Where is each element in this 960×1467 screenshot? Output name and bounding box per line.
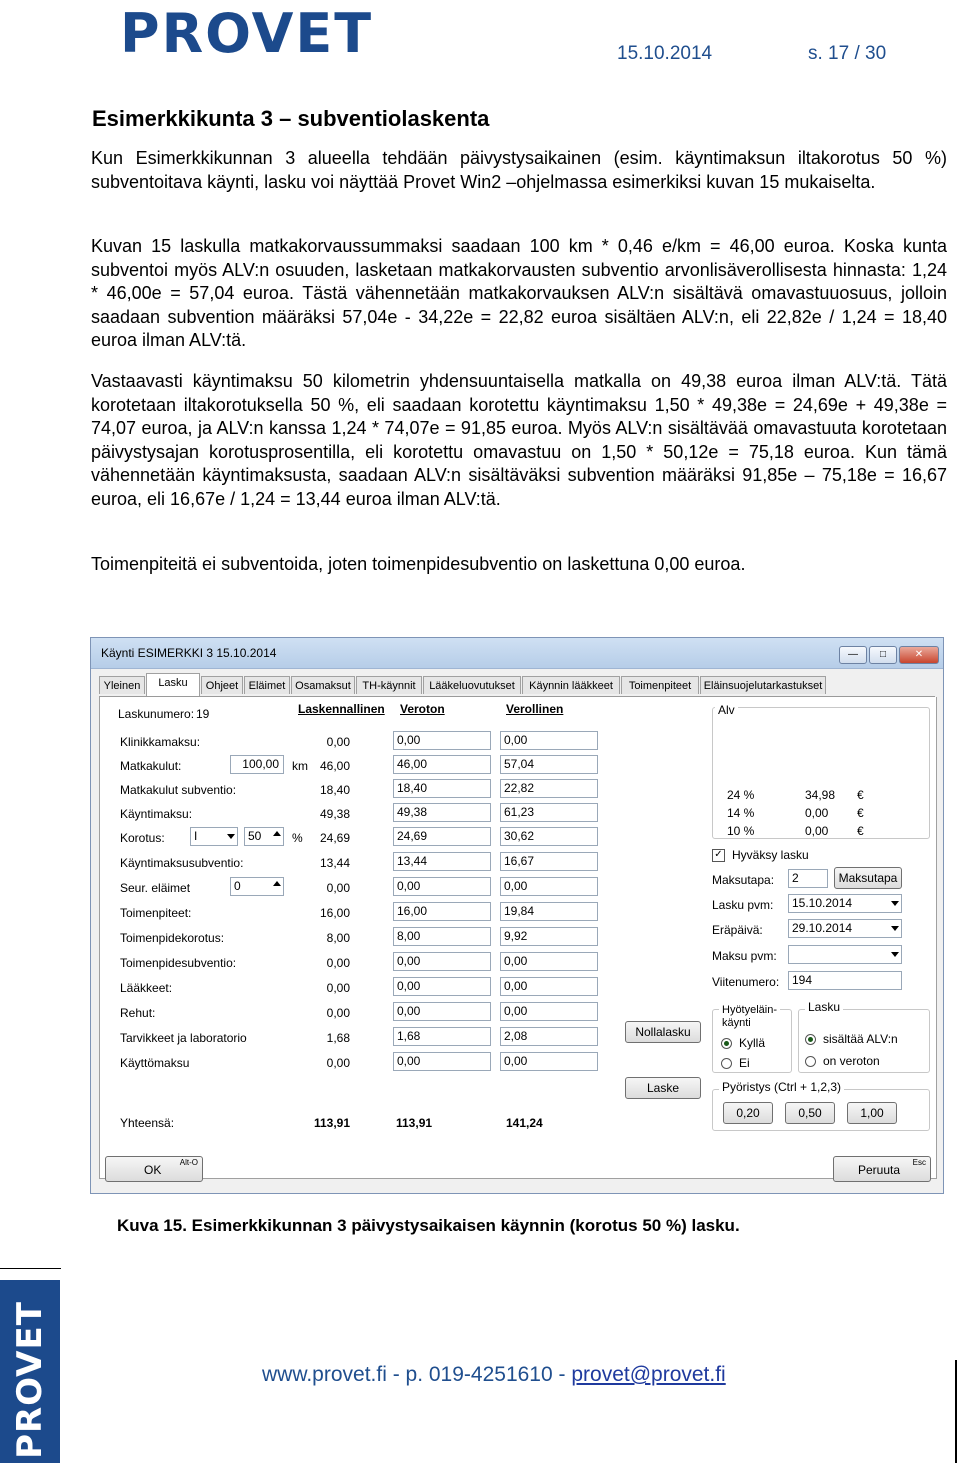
footer-right-rule [955, 1360, 957, 1463]
row-calculated: 18,40 [319, 783, 350, 797]
row-calculated: 46,00 [319, 759, 350, 773]
production-animal-title: Hyötyeläin- käynti [719, 1004, 780, 1030]
invoice-number-label: Laskunumero: [118, 707, 195, 721]
tab-lasku[interactable]: Lasku [146, 673, 200, 696]
row-net-field[interactable]: 8,00 [393, 927, 491, 946]
invoice-window [90, 637, 944, 1194]
window-titlebar [91, 638, 943, 669]
row-label: Lääkkeet: [120, 981, 173, 995]
provet-logo: PROVET [120, 2, 374, 65]
row-label: Käyntimaksusubventio: [120, 856, 244, 870]
row-net-field[interactable]: 0,00 [393, 731, 491, 750]
rounding-title: Pyöristys (Ctrl + 1,2,3) [719, 1081, 844, 1094]
production-yes-label: Kyllä [739, 1036, 766, 1050]
row-net-field[interactable]: 0,00 [393, 1002, 491, 1021]
row-calculated: 49,38 [319, 807, 350, 821]
row-calculated: 16,00 [319, 906, 350, 920]
row-calculated: 0,00 [326, 881, 350, 895]
invoice-vat-title: Lasku [805, 1001, 843, 1014]
production-no-label: Ei [739, 1056, 750, 1070]
row-gross-field[interactable]: 16,67 [500, 852, 598, 871]
row-gross-field[interactable]: 0,00 [500, 1052, 598, 1071]
row-gross-field[interactable]: 22,82 [500, 779, 598, 798]
tab-th-kaynnit[interactable]: TH-käynnit [356, 676, 422, 694]
row-calculated: 24,69 [319, 831, 350, 845]
tab-ohjeet[interactable]: Ohjeet [201, 676, 243, 694]
row-net-field[interactable]: 0,00 [393, 877, 491, 896]
percent-unit: % [292, 831, 303, 845]
chevron-down-icon [891, 901, 899, 906]
tab-laakeluovutukset[interactable]: Lääkeluovutukset [423, 676, 521, 694]
vat-group [712, 703, 930, 839]
surcharge-select-value: I [194, 829, 198, 843]
round-050-button[interactable]: 0,50 [785, 1102, 835, 1124]
invoice-date-value: 15.10.2014 [792, 896, 853, 910]
vat-rate: 10 % [727, 824, 755, 838]
row-net-field[interactable]: 13,44 [393, 852, 491, 871]
production-no-radio[interactable] [721, 1058, 732, 1069]
vat-amount: 0,00 [805, 824, 829, 838]
row-gross-field[interactable]: 0,00 [500, 952, 598, 971]
minimize-icon[interactable]: — [839, 646, 867, 664]
col-header-net: Veroton [400, 702, 445, 716]
header-page-number: s. 17 / 30 [808, 43, 887, 64]
window-title: Käynti ESIMERKKI 3 15.10.2014 [101, 646, 277, 660]
vat-amount: 34,98 [805, 788, 836, 802]
row-net-field[interactable]: 49,38 [393, 803, 491, 822]
spin-up-icon [273, 831, 281, 836]
row-gross-field[interactable]: 9,92 [500, 927, 598, 946]
paragraph-1: Kun Esimerkkikunnan 3 alueella tehdään päivystysaikainen (esim. käyntimaksun iltakorotus 50 %) subventoitava käynti, lasku voi näyttää Provet Win2 –ohjelmassa esimerkiksi kuvan 15 mukaiselta. [91, 148, 947, 192]
due-date-picker[interactable] [788, 919, 902, 938]
row-calculated: 0,00 [326, 735, 350, 749]
field-label: Lasku pvm: [712, 898, 774, 912]
footer-vertical-logo: PROVET [10, 1301, 50, 1459]
tab-yleinen[interactable]: Yleinen [99, 676, 145, 694]
footer-divider [0, 1268, 61, 1269]
row-label: Matkakulut subventio: [120, 783, 237, 797]
ok-button[interactable] [105, 1156, 203, 1182]
vat-currency: € [857, 824, 864, 838]
header-date: 15.10.2014 [617, 43, 713, 64]
row-net-field[interactable]: 16,00 [393, 902, 491, 921]
total-net: 113,91 [396, 1116, 433, 1130]
row-label: Rehut: [120, 1006, 156, 1020]
calculate-button[interactable]: Laske [625, 1077, 701, 1099]
row-gross-field[interactable]: 57,04 [500, 755, 598, 774]
payment-method-input[interactable]: 2 [788, 869, 828, 888]
row-gross-field[interactable]: 61,23 [500, 803, 598, 822]
ok-shortcut: Alt-O [179, 1158, 198, 1167]
production-yes-radio[interactable] [721, 1038, 732, 1049]
vat-rate: 24 % [727, 788, 755, 802]
tab-elainsuojelutarkastukset[interactable]: Eläinsuojelutarkastukset [700, 676, 826, 694]
row-gross-field[interactable]: 2,08 [500, 1027, 598, 1046]
row-calculated: 0,00 [326, 1006, 350, 1020]
invoice-number-value: 19 [196, 707, 210, 721]
row-net-field[interactable]: 1,68 [393, 1027, 491, 1046]
row-net-field[interactable]: 0,00 [393, 952, 491, 971]
row-gross-field[interactable]: 0,00 [500, 977, 598, 996]
row-calculated: 8,00 [326, 931, 350, 945]
total-label: Yhteensä: [120, 1116, 175, 1130]
invoice-vat-group [798, 1000, 930, 1073]
total-gross: 141,24 [506, 1116, 543, 1130]
invoice-date-picker[interactable] [788, 894, 902, 913]
cancel-button[interactable] [833, 1156, 931, 1182]
row-calculated: 13,44 [319, 856, 350, 870]
includes-vat-radio[interactable] [805, 1034, 816, 1045]
row-label: Seur. eläimet [120, 881, 191, 895]
row-label: Käyttömaksu [120, 1056, 190, 1070]
vat-group-title: Alv [715, 704, 738, 717]
payment-date-picker[interactable] [788, 945, 902, 964]
round-100-button[interactable]: 1,00 [847, 1102, 897, 1124]
field-label: Maksutapa: [712, 873, 775, 887]
row-net-field[interactable]: 24,69 [393, 827, 491, 846]
row-label: Toimenpidesubventio: [120, 956, 237, 970]
rounding-group [712, 1080, 930, 1131]
paragraph-4: Toimenpiteitä ei subventoida, joten toimenpidesubventio on laskettuna 0,00 euroa. [91, 554, 746, 574]
field-label: Viitenumero: [712, 975, 780, 989]
paragraph-3: Vastaavasti käyntimaksu 50 kilometrin yhdensuuntaisella matkalla on 49,38 euroa ilman ALV:tä. Tätä korotetaan iltakorotuksella 50 %, eli saadaan korotettu käyntimaksu 1,50 * 49,38e = 24,69e + 49,38e = 74,07 euroa, ja ALV:n kanssa 1,24 * 74,07e = 91,85 euroa. Myös ALV:n sisältävää omavastuuta korotetaan päivystysajan korotusprosentilla, eli korotettu omavastuu on 1,50 * 50,12e = 75,18 euroa. Kun tämä vähennetään käyntimaksusta, saadaan ALV:n sisältäväksi subvention määräksi 91,85e – 75,18e = 16,67 euroa, eli 16,67e / 1,24 = 13,44 euroa ilman ALV:tä. [91, 371, 947, 509]
row-gross-field[interactable]: 30,62 [500, 827, 598, 846]
row-calculated: 1,68 [326, 1031, 350, 1045]
production-animal-group [712, 1004, 792, 1073]
chevron-down-icon [891, 952, 899, 957]
km-unit: km [292, 759, 308, 773]
vat-currency: € [857, 788, 864, 802]
paragraph-2: Kuvan 15 laskulla matkakorvaussummaksi saadaan 100 km * 0,46 e/km = 46,00 euroa. Koska kunta subventoi myös ALV:n osuuden, lasketaan matkakorvausten subventio arvonlisäverollisesta hinnasta: 1,24 * 46,00e = 57,04 euroa. Tästä vähennetään matkakorvauksen ALV:n sisältävä omavastuuosuus, jolloin saadaan subvention määräksi 57,04e - 34,22e = 22,82 euroa sisältäen ALV:n, eli 22,82e / 1,24 = 18,40 euroa ilman ALV:tä. [91, 236, 947, 350]
tab-elaimet[interactable]: Eläimet [244, 676, 290, 694]
ok-button-label: OK [144, 1163, 162, 1177]
row-calculated: 0,00 [326, 956, 350, 970]
footer-contact-text: www.provet.fi - p. 019-4251610 - [262, 1363, 572, 1386]
field-label: Maksu pvm: [712, 949, 777, 963]
vat-rate: 14 % [727, 806, 755, 820]
distance-input[interactable]: 100,00 [230, 755, 284, 774]
row-label: Toimenpidekorotus: [120, 931, 225, 945]
section-title: Esimerkkikunta 3 – subventiolaskenta [92, 106, 490, 131]
row-label: Toimenpiteet: [120, 906, 192, 920]
row-calculated: 0,00 [326, 981, 350, 995]
row-label: Korotus: [120, 831, 165, 845]
extra-animals-input[interactable] [230, 877, 284, 896]
row-label: Tarvikkeet ja laboratorio [120, 1031, 247, 1045]
footer-email-link[interactable]: provet@provet.fi [571, 1363, 726, 1386]
vat-amount: 0,00 [805, 806, 829, 820]
includes-vat-label: sisältää ALV:n [823, 1032, 898, 1046]
zero-invoice-button[interactable]: Nollalasku [625, 1021, 701, 1043]
cancel-button-label: Peruuta [858, 1163, 901, 1177]
surcharge-select[interactable] [190, 827, 238, 846]
tab-kaynnin-laakkeet[interactable]: Käynnin lääkkeet [522, 676, 620, 694]
tab-toimenpiteet[interactable]: Toimenpiteet [621, 676, 699, 694]
row-net-field[interactable]: 46,00 [393, 755, 491, 774]
row-gross-field[interactable]: 0,00 [500, 877, 598, 896]
surcharge-percent-input[interactable] [244, 827, 284, 846]
approve-invoice-checkbox[interactable]: ✓ [712, 849, 725, 862]
row-gross-field[interactable]: 19,84 [500, 902, 598, 921]
field-label: Eräpäivä: [712, 923, 763, 937]
surcharge-percent-value: 50 [248, 829, 262, 843]
due-date-value: 29.10.2014 [792, 921, 853, 935]
approve-invoice-label: Hyväksy lasku [732, 848, 809, 862]
reference-number-input[interactable]: 194 [788, 971, 902, 990]
tax-free-label: on veroton [823, 1054, 880, 1068]
figure-caption: Kuva 15. Esimerkkikunnan 3 päivystysaikaisen käynnin (korotus 50 %) lasku. [117, 1216, 740, 1235]
round-020-button[interactable]: 0,20 [723, 1102, 773, 1124]
col-header-calculated: Laskennallinen [298, 702, 385, 716]
chevron-down-icon [227, 834, 235, 839]
row-gross-field[interactable]: 0,00 [500, 731, 598, 750]
cancel-shortcut: Esc [912, 1158, 926, 1167]
footer-contact [262, 1363, 726, 1387]
vat-currency: € [857, 806, 864, 820]
row-label: Klinikkamaksu: [120, 735, 201, 749]
tax-free-radio[interactable] [805, 1056, 816, 1067]
row-gross-field[interactable]: 0,00 [500, 1002, 598, 1021]
spin-up-icon [273, 881, 281, 886]
chevron-down-icon [891, 926, 899, 931]
row-net-field[interactable]: 0,00 [393, 1052, 491, 1071]
col-header-gross: Verollinen [506, 702, 564, 716]
payment-method-button[interactable]: Maksutapa [834, 867, 902, 889]
row-net-field[interactable]: 18,40 [393, 779, 491, 798]
tab-osamaksut[interactable]: Osamaksut [291, 676, 355, 694]
total-calculated: 113,91 [313, 1116, 350, 1130]
maximize-icon[interactable]: □ [869, 646, 897, 664]
lasku-tab-panel [99, 697, 937, 1179]
row-label: Käyntimaksu: [120, 807, 193, 821]
row-label: Matkakulut: [120, 759, 182, 773]
tab-bar [99, 674, 935, 697]
close-icon[interactable]: ✕ [899, 646, 939, 664]
extra-animals-value: 0 [234, 879, 241, 893]
row-net-field[interactable]: 0,00 [393, 977, 491, 996]
row-calculated: 0,00 [326, 1056, 350, 1070]
